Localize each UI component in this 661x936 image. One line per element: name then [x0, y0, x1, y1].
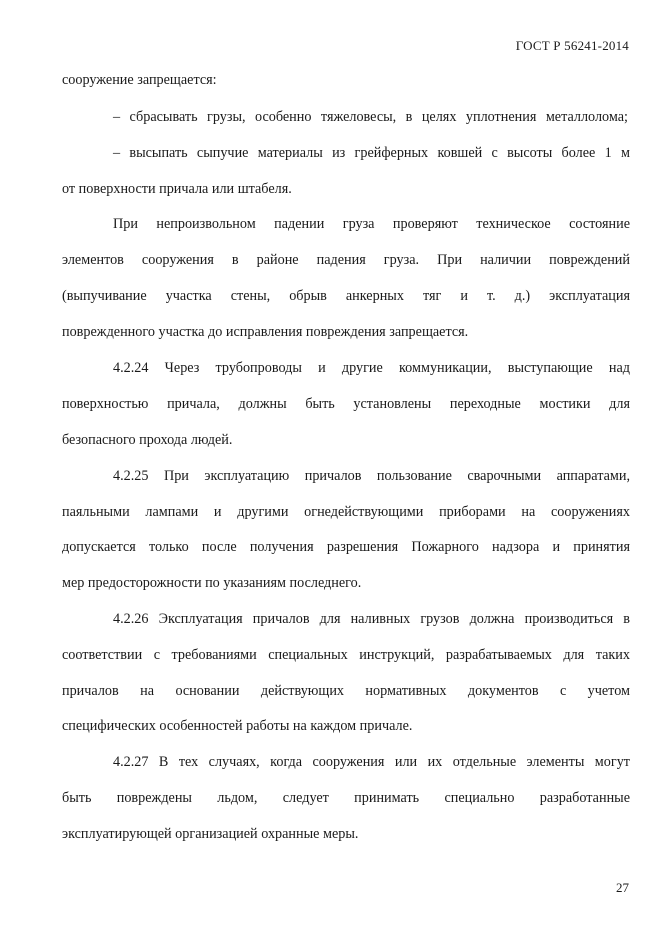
clause-4-2-25-line: допускается только после получения разрешения Пожарного надзора и принятия	[62, 539, 630, 555]
clause-4-2-25-line: паяльными лампами и другими огнедействующими приборами на сооружениях	[62, 504, 630, 520]
clause-4-2-24-line: поверхностью причала, должны быть установлены переходные мостики для	[62, 396, 630, 412]
page-number: 27	[616, 880, 629, 895]
list-item: – сбрасывать грузы, особенно тяжеловесы, в целях уплотнения металлолома;	[113, 109, 628, 125]
clause-4-2-27-line: быть повреждены льдом, следует принимать специально разработанные	[62, 790, 630, 806]
text-line: сооружение запрещается:	[62, 72, 217, 88]
paragraph-line: (выпучивание участка стены, обрыв анкерных тяг и т. д.) эксплуатация	[62, 288, 630, 304]
clause-4-2-24-line: 4.2.24 Через трубопроводы и другие коммуникации, выступающие над	[113, 360, 630, 376]
clause-4-2-26-line: соответствии с требованиями специальных инструкций, разрабатываемых для таких	[62, 647, 630, 663]
text-line: от поверхности причала или штабеля.	[62, 181, 292, 197]
paragraph-line: поврежденного участка до исправления повреждения запрещается.	[62, 324, 469, 340]
clause-4-2-27-line: 4.2.27 В тех случаях, когда сооружения или их отдельные элементы могут	[113, 754, 630, 770]
paragraph-line: При непроизвольном падении груза проверяют техническое состояние	[113, 216, 630, 232]
document-code-header: ГОСТ Р 56241-2014	[515, 38, 629, 53]
clause-4-2-26-line: специфических особенностей работы на каждом причале.	[62, 718, 413, 734]
paragraph-line: элементов сооружения в районе падения груза. При наличии повреждений	[62, 252, 630, 268]
clause-4-2-26-line: причалов на основании действующих нормативных документов с учетом	[62, 683, 630, 699]
clause-4-2-25-line: 4.2.25 При эксплуатацию причалов пользование сварочными аппаратами,	[113, 468, 630, 484]
clause-4-2-27-line: эксплуатирующей организацией охранные меры.	[62, 826, 359, 842]
clause-4-2-25-line: мер предосторожности по указаниям последнего.	[62, 575, 362, 591]
list-item: – высыпать сыпучие материалы из грейферных ковшей с высоты более 1 м	[113, 145, 630, 161]
clause-4-2-26-line: 4.2.26 Эксплуатация причалов для наливных грузов должна производиться в	[113, 611, 630, 627]
clause-4-2-24-line: безопасного прохода людей.	[62, 432, 233, 448]
